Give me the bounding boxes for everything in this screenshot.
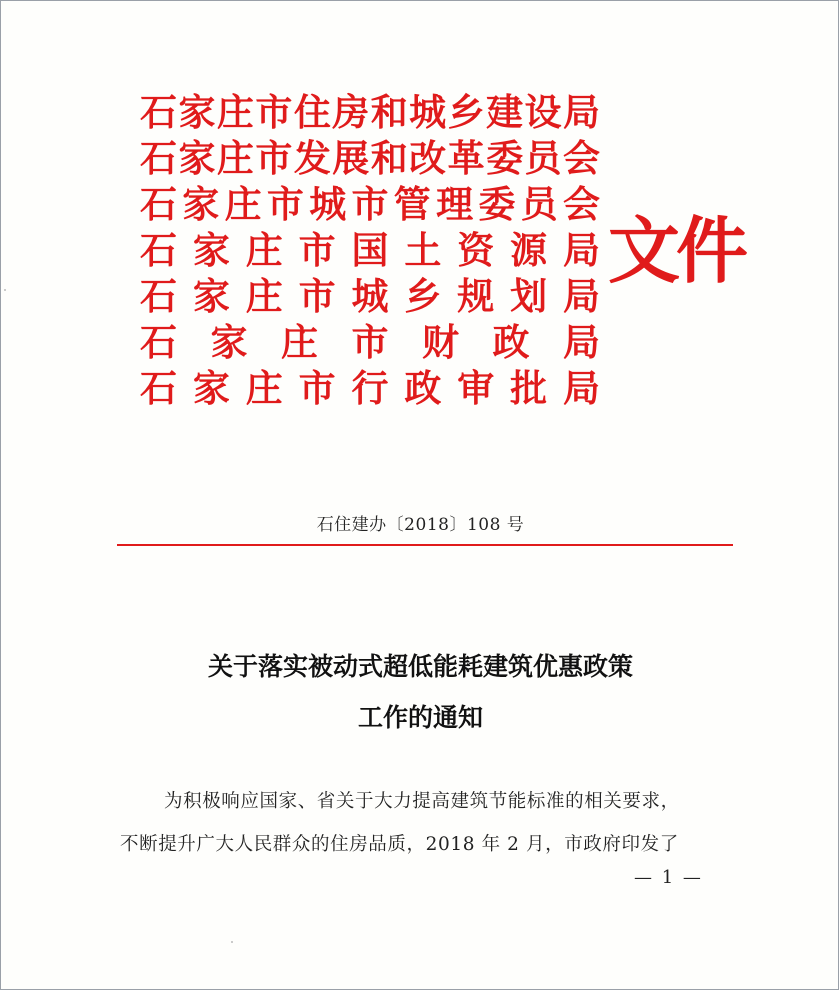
issuer-char: 市 (351, 320, 389, 364)
issuer-char: 市 (351, 182, 389, 226)
scan-speck (4, 289, 6, 291)
issuer-char: 局 (563, 228, 600, 272)
body-paragraph-line-1: 为积极响应国家、省关于大力提高建筑节能标准的相关要求， (164, 791, 680, 812)
issuer-char: 局 (563, 320, 600, 364)
issuer-char: 审 (457, 366, 495, 410)
issuer-char: 源 (510, 228, 548, 272)
issuer-char: 市 (298, 228, 336, 272)
issuer-line (140, 135, 600, 181)
issuer-char: 石 (140, 182, 177, 226)
issuer-line (140, 89, 600, 135)
issuer-char: 市 (255, 90, 293, 134)
issuer-char: 家 (192, 228, 230, 272)
issuer-char: 革 (447, 136, 485, 180)
issuer-char: 庄 (245, 274, 283, 318)
issuer-char: 庄 (281, 320, 318, 364)
issuer-char: 员 (524, 136, 562, 180)
issuer-line (140, 181, 600, 227)
document-type-label: 文件 (608, 208, 745, 293)
issuer-char: 城 (409, 90, 447, 134)
issuer-char: 市 (298, 274, 336, 318)
issuer-char: 家 (182, 182, 220, 226)
issuer-char: 财 (422, 320, 459, 364)
issuer-char: 市 (255, 136, 293, 180)
issuer-char: 庄 (224, 182, 262, 226)
issuer-char: 家 (178, 136, 216, 180)
issuer-char: 庄 (245, 366, 283, 410)
issuer-char: 乡 (404, 274, 442, 318)
issuer-char: 家 (210, 320, 248, 364)
issuer-char: 石 (140, 90, 177, 134)
body-paragraph-line-2: 不断提升广大人民群众的住房品质，2018 年 2 月，市政府印发了 (120, 834, 679, 855)
issuer-char: 发 (293, 136, 331, 180)
issuer-char: 市 (298, 366, 336, 410)
issuer-line (140, 319, 600, 365)
issuer-line (140, 365, 600, 411)
issuer-char: 石 (140, 274, 177, 318)
issuer-char: 市 (266, 182, 304, 226)
issuer-char: 规 (457, 274, 495, 318)
issuer-char: 管 (393, 182, 431, 226)
issuer-char: 石 (140, 136, 177, 180)
issuer-char: 和 (370, 90, 408, 134)
issuer-char: 土 (404, 228, 442, 272)
issuer-char: 资 (457, 228, 495, 272)
issuer-char: 批 (510, 366, 548, 410)
issuer-char: 和 (370, 136, 408, 180)
issuer-char: 局 (562, 90, 600, 134)
issuer-char: 改 (409, 136, 447, 180)
document-title-line-1: 关于落实被动式超低能耗建筑优惠政策 (207, 652, 633, 681)
issuer-char: 乡 (447, 90, 485, 134)
issuer-char: 委 (478, 182, 516, 226)
issuer-line (140, 273, 600, 319)
issuer-char: 会 (562, 182, 600, 226)
issuer-char: 会 (562, 136, 600, 180)
document-number: 石住建办〔2018〕108 号 (316, 515, 525, 535)
issuer-char: 国 (351, 228, 389, 272)
issuer-char: 展 (332, 136, 370, 180)
issuer-char: 划 (510, 274, 548, 318)
issuer-char: 庄 (245, 228, 283, 272)
issuer-char: 石 (140, 320, 177, 364)
issuer-char: 政 (492, 320, 530, 364)
issuer-char: 家 (178, 90, 216, 134)
issuer-char: 庄 (216, 136, 254, 180)
issuer-char: 理 (436, 182, 474, 226)
issuer-char: 家 (192, 274, 230, 318)
issuer-char: 局 (563, 366, 600, 410)
issuer-char: 石 (140, 228, 177, 272)
scan-speck (231, 941, 233, 943)
issuer-char: 城 (309, 182, 347, 226)
issuer-line (140, 227, 600, 273)
issuer-char: 委 (486, 136, 524, 180)
document-title-line-2: 工作的通知 (357, 703, 483, 732)
issuer-char: 建 (486, 90, 524, 134)
issuer-char: 家 (192, 366, 230, 410)
page-number: — 1 — (634, 867, 703, 888)
issuing-agencies (140, 89, 600, 411)
issuer-char: 局 (563, 274, 600, 318)
issuer-char: 政 (404, 366, 442, 410)
issuer-char: 行 (351, 366, 389, 410)
issuer-char: 庄 (216, 90, 254, 134)
issuer-char: 城 (351, 274, 389, 318)
issuer-char: 石 (140, 366, 177, 410)
issuer-char: 设 (524, 90, 562, 134)
red-divider-line (117, 544, 733, 546)
issuer-char: 住 (293, 90, 331, 134)
issuer-char: 房 (332, 90, 370, 134)
issuer-char: 员 (520, 182, 558, 226)
